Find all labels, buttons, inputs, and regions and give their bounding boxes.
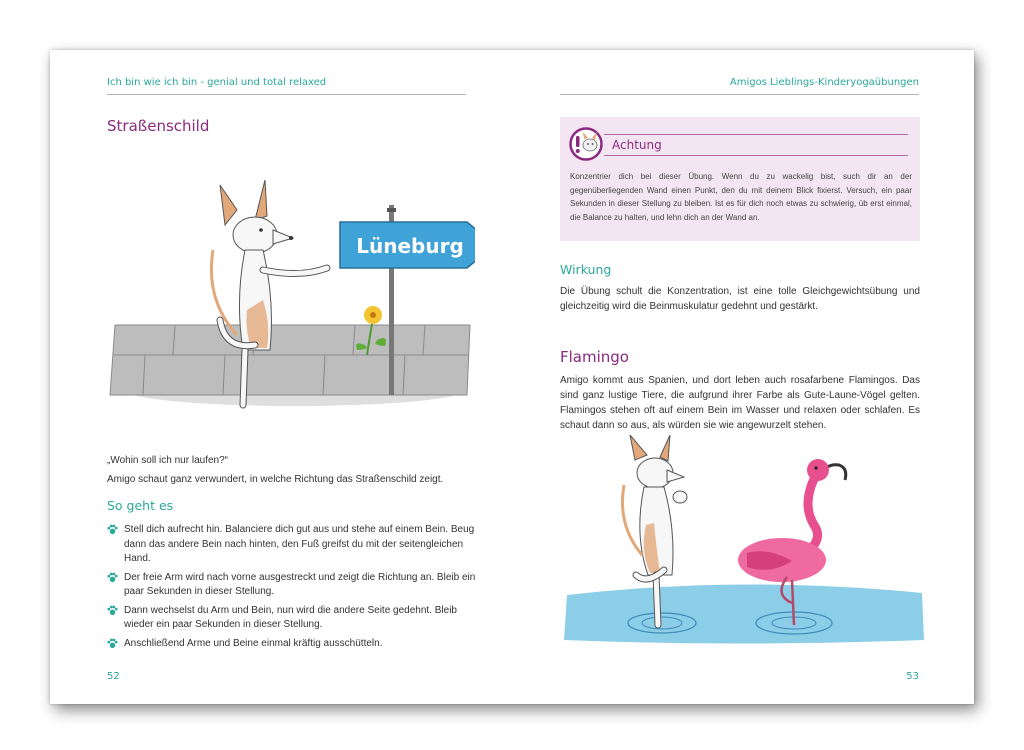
flamingo-text: Amigo kommt aus Spanien, und dort leben auch rosafarbene Flamingos. Das sind ganz lustige Tiere, die aufgrund ihrer Farbe als Gute-Laune-Vögel gelten. Flamingos stehen oft auf einem Bein im Wasser und relaxen oder schlafen. Es schaut dann so aus, als würden sie wie angewurzelt stehen. (560, 375, 920, 431)
street-sign-illustration (95, 150, 475, 425)
quote-line: „Wohin soll ich nur laufen?“ (107, 455, 228, 466)
sign-board (340, 222, 475, 268)
step-text: Stell dich aufrecht hin. Balanciere dich gut aus und stehe auf einem Bein. Beug dann das andere Bein nach hinten, den Fuß greifst du mit der seitengleichen Hand. (124, 524, 475, 564)
paw-icon (107, 605, 118, 616)
running-head-left: Ich bin wie ich bin - genial und total relaxed (107, 77, 327, 88)
list-item (107, 523, 477, 567)
intro-line: Amigo schaut ganz verwundert, in welche Richtung das Straßenschild zeigt. (107, 474, 444, 485)
achtung-title: Achtung (612, 138, 662, 152)
flamingo-illustration (552, 435, 932, 650)
left-page (50, 50, 512, 704)
sign-text: Lüneburg (356, 234, 464, 258)
step-text: Dann wechselst du Arm und Bein, nun wird die andere Seite gedehnt. Bleib wieder ein paar Sekunden in dieser Stellung. (124, 604, 457, 630)
exercise-title: Straßenschild (107, 117, 210, 135)
achtung-rule-bottom (604, 155, 908, 156)
steps-list (107, 523, 477, 655)
list-item (107, 604, 477, 633)
achtung-text: Konzentrier dich bei dieser Übung. Wenn du zu wackelig bist, such dir an der gegenüberliegenden Wand einen Punkt, den du mit deinem Blick fixierst. Versuch, ein paar Sekunden in dieser Stellung zu bleiben. Ist es für dich noch etwas zu schwierig, üb erst einmal, die Balance zu halten, und lehn dich an der Wand an. (570, 172, 912, 222)
warning-dog-icon (569, 127, 603, 161)
list-item (107, 571, 477, 600)
howto-title: So geht es (107, 498, 174, 513)
header-rule-left (107, 94, 466, 95)
flamingo-title: Flamingo (560, 348, 629, 366)
paw-icon (107, 524, 118, 535)
header-rule-right (560, 94, 919, 95)
paw-icon (107, 638, 118, 649)
step-text: Anschließend Arme und Beine einmal kräftig ausschütteln. (124, 637, 383, 649)
page-number-right: 53 (906, 671, 919, 682)
page-number-left: 52 (107, 671, 120, 682)
open-book-spread (50, 50, 974, 704)
right-page (512, 50, 974, 704)
running-head-right: Amigos Lieblings-Kinderyogaübungen (729, 77, 919, 88)
effect-text: Die Übung schult die Konzentration, ist eine tolle Gleichgewichtsübung und gleichzeitig wird die Beinmuskulatur gedehnt und gestärkt. (560, 286, 920, 312)
paw-icon (107, 572, 118, 583)
list-item (107, 637, 477, 652)
step-text: Der freie Arm wird nach vorne ausgestreckt und zeigt die Richtung an. Bleib ein paar Sekunden in dieser Stellung. (124, 571, 476, 597)
achtung-rule-top (604, 134, 908, 135)
effect-title: Wirkung (560, 262, 612, 277)
achtung-box (560, 117, 920, 241)
